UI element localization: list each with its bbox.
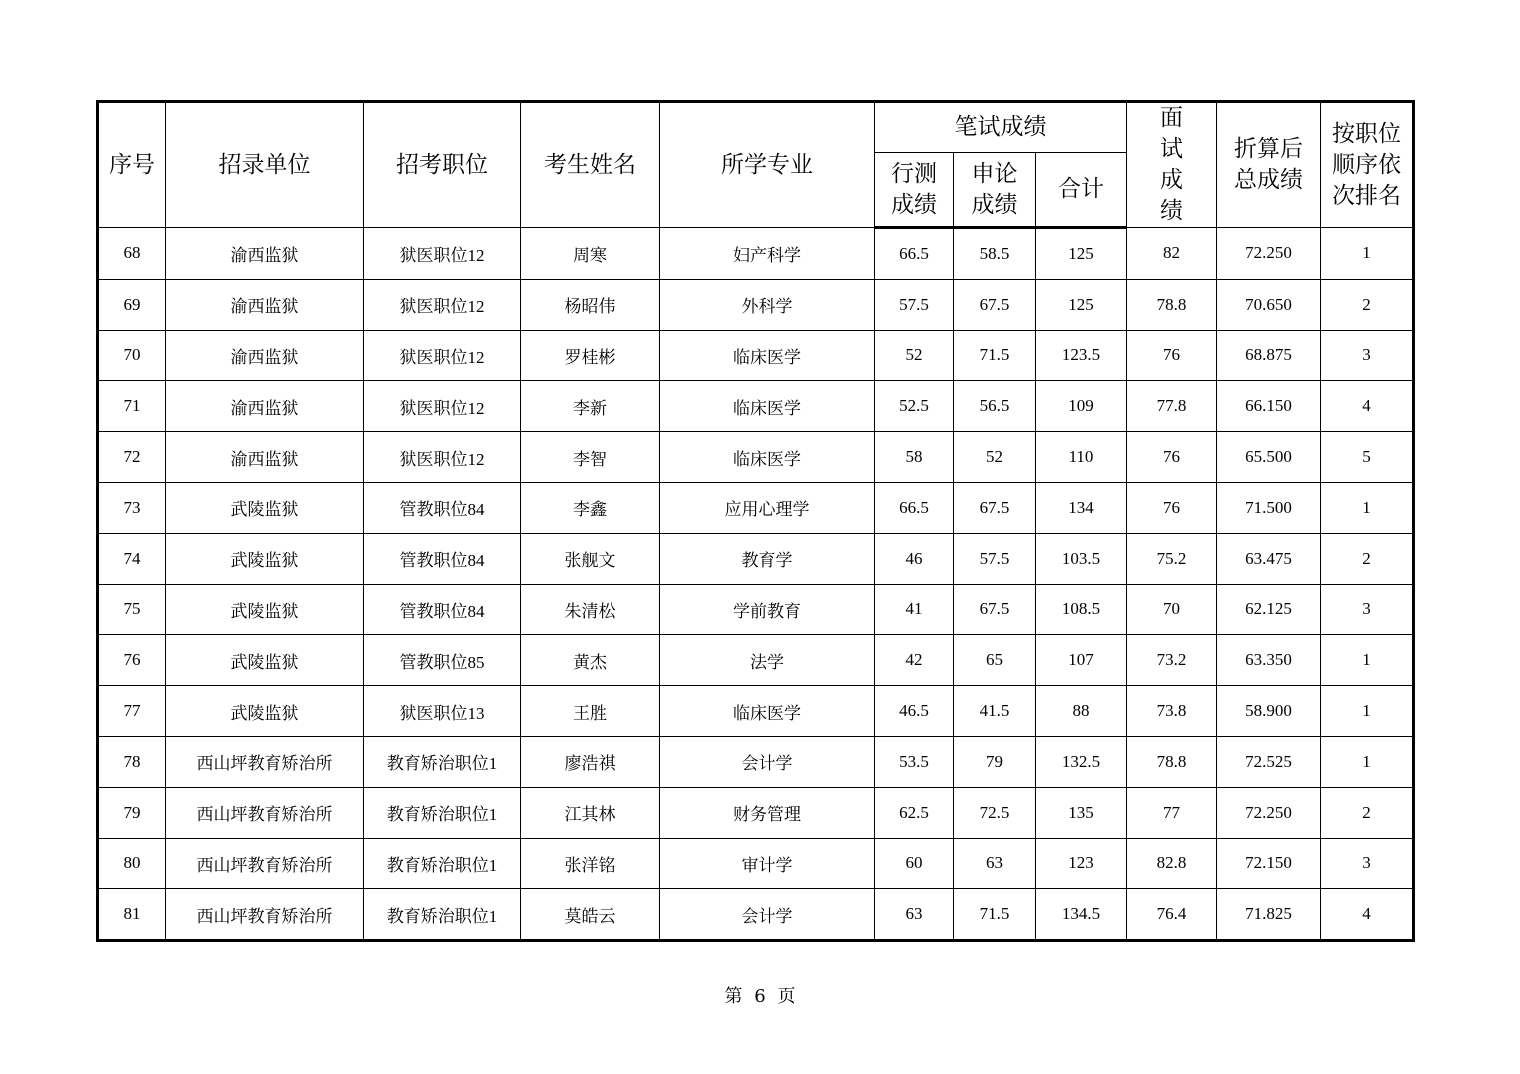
cell-rank: 2 (1321, 787, 1414, 838)
cell-unit: 渝西监狱 (166, 330, 364, 381)
cell-final: 68.875 (1217, 330, 1321, 381)
table-row (98, 330, 1414, 381)
cell-major: 法学 (660, 635, 875, 686)
cell-final: 72.525 (1217, 736, 1321, 787)
table-row (98, 686, 1414, 737)
cell-essay: 52 (954, 432, 1036, 483)
cell-name: 李鑫 (521, 482, 660, 533)
cell-final: 62.125 (1217, 584, 1321, 635)
cell-seq: 77 (98, 686, 166, 737)
cell-aptitude: 52.5 (875, 381, 954, 432)
cell-total: 134.5 (1036, 889, 1127, 941)
cell-position: 管教职位84 (364, 482, 521, 533)
cell-seq: 75 (98, 584, 166, 635)
header-aptitude: 行测成绩 (875, 153, 954, 228)
cell-rank: 3 (1321, 838, 1414, 889)
cell-seq: 70 (98, 330, 166, 381)
cell-rank: 1 (1321, 686, 1414, 737)
cell-major: 临床医学 (660, 432, 875, 483)
cell-total: 132.5 (1036, 736, 1127, 787)
cell-name: 张洋铭 (521, 838, 660, 889)
cell-essay: 72.5 (954, 787, 1036, 838)
cell-position: 管教职位85 (364, 635, 521, 686)
cell-essay: 56.5 (954, 381, 1036, 432)
cell-final: 58.900 (1217, 686, 1321, 737)
cell-interview: 76 (1127, 330, 1217, 381)
cell-rank: 1 (1321, 228, 1414, 280)
cell-final: 72.150 (1217, 838, 1321, 889)
table-row (98, 432, 1414, 483)
header-essay: 申论成绩 (954, 153, 1036, 228)
cell-final: 63.350 (1217, 635, 1321, 686)
cell-essay: 58.5 (954, 228, 1036, 280)
header-interview: 面试成绩 (1127, 102, 1217, 228)
cell-essay: 65 (954, 635, 1036, 686)
table-row (98, 482, 1414, 533)
cell-rank: 5 (1321, 432, 1414, 483)
cell-interview: 73.2 (1127, 635, 1217, 686)
cell-name: 朱清松 (521, 584, 660, 635)
cell-seq: 71 (98, 381, 166, 432)
cell-rank: 2 (1321, 279, 1414, 330)
cell-aptitude: 62.5 (875, 787, 954, 838)
header-unit: 招录单位 (166, 102, 364, 228)
cell-name: 江其林 (521, 787, 660, 838)
cell-total: 103.5 (1036, 533, 1127, 584)
cell-position: 狱医职位12 (364, 381, 521, 432)
cell-seq: 80 (98, 838, 166, 889)
cell-unit: 渝西监狱 (166, 432, 364, 483)
cell-final: 72.250 (1217, 787, 1321, 838)
cell-final: 66.150 (1217, 381, 1321, 432)
cell-final: 63.475 (1217, 533, 1321, 584)
cell-interview: 76.4 (1127, 889, 1217, 941)
cell-final: 65.500 (1217, 432, 1321, 483)
table-row (98, 736, 1414, 787)
cell-major: 审计学 (660, 838, 875, 889)
cell-aptitude: 57.5 (875, 279, 954, 330)
cell-total: 109 (1036, 381, 1127, 432)
cell-aptitude: 58 (875, 432, 954, 483)
cell-essay: 41.5 (954, 686, 1036, 737)
cell-position: 狱医职位12 (364, 432, 521, 483)
cell-rank: 4 (1321, 381, 1414, 432)
cell-seq: 81 (98, 889, 166, 941)
cell-essay: 67.5 (954, 279, 1036, 330)
cell-unit: 西山坪教育矫治所 (166, 736, 364, 787)
cell-aptitude: 66.5 (875, 228, 954, 280)
cell-name: 张舰文 (521, 533, 660, 584)
cell-unit: 武陵监狱 (166, 482, 364, 533)
cell-name: 李新 (521, 381, 660, 432)
table-body (98, 228, 1414, 941)
cell-seq: 73 (98, 482, 166, 533)
cell-aptitude: 46.5 (875, 686, 954, 737)
cell-total: 123 (1036, 838, 1127, 889)
cell-name: 王胜 (521, 686, 660, 737)
cell-seq: 79 (98, 787, 166, 838)
cell-total: 134 (1036, 482, 1127, 533)
cell-seq: 78 (98, 736, 166, 787)
cell-aptitude: 42 (875, 635, 954, 686)
cell-essay: 71.5 (954, 889, 1036, 941)
cell-total: 107 (1036, 635, 1127, 686)
cell-position: 管教职位84 (364, 584, 521, 635)
cell-seq: 76 (98, 635, 166, 686)
cell-rank: 2 (1321, 533, 1414, 584)
cell-essay: 71.5 (954, 330, 1036, 381)
cell-unit: 武陵监狱 (166, 584, 364, 635)
cell-interview: 76 (1127, 482, 1217, 533)
cell-rank: 1 (1321, 736, 1414, 787)
cell-unit: 武陵监狱 (166, 635, 364, 686)
cell-major: 会计学 (660, 889, 875, 941)
cell-essay: 67.5 (954, 482, 1036, 533)
cell-position: 教育矫治职位1 (364, 838, 521, 889)
cell-name: 罗桂彬 (521, 330, 660, 381)
header-major: 所学专业 (660, 102, 875, 228)
table-row (98, 889, 1414, 941)
cell-interview: 77 (1127, 787, 1217, 838)
table-row (98, 533, 1414, 584)
cell-rank: 1 (1321, 635, 1414, 686)
cell-interview: 78.8 (1127, 736, 1217, 787)
cell-unit: 渝西监狱 (166, 381, 364, 432)
cell-aptitude: 63 (875, 889, 954, 941)
cell-seq: 68 (98, 228, 166, 280)
page-footer (0, 982, 1520, 1008)
cell-rank: 1 (1321, 482, 1414, 533)
cell-position: 教育矫治职位1 (364, 736, 521, 787)
cell-name: 李智 (521, 432, 660, 483)
cell-name: 莫皓云 (521, 889, 660, 941)
cell-unit: 武陵监狱 (166, 533, 364, 584)
cell-interview: 78.8 (1127, 279, 1217, 330)
header-seq: 序号 (98, 102, 166, 228)
header-total: 合计 (1036, 153, 1127, 228)
cell-total: 125 (1036, 228, 1127, 280)
cell-major: 教育学 (660, 533, 875, 584)
cell-essay: 79 (954, 736, 1036, 787)
cell-rank: 3 (1321, 584, 1414, 635)
table-header (98, 102, 1414, 228)
table-row (98, 381, 1414, 432)
cell-unit: 渝西监狱 (166, 279, 364, 330)
footer-prefix: 第 (724, 986, 743, 1007)
cell-aptitude: 53.5 (875, 736, 954, 787)
cell-aptitude: 52 (875, 330, 954, 381)
header-rank: 按职位顺序依次排名 (1321, 102, 1414, 228)
footer-page-number: 6 (754, 986, 766, 1007)
cell-unit: 西山坪教育矫治所 (166, 787, 364, 838)
cell-final: 71.825 (1217, 889, 1321, 941)
cell-unit: 西山坪教育矫治所 (166, 889, 364, 941)
cell-interview: 75.2 (1127, 533, 1217, 584)
footer-suffix: 页 (777, 986, 796, 1007)
cell-interview: 82.8 (1127, 838, 1217, 889)
cell-aptitude: 66.5 (875, 482, 954, 533)
table-row (98, 838, 1414, 889)
cell-position: 狱医职位12 (364, 330, 521, 381)
cell-total: 88 (1036, 686, 1127, 737)
table-row (98, 228, 1414, 280)
cell-major: 应用心理学 (660, 482, 875, 533)
header-position: 招考职位 (364, 102, 521, 228)
cell-rank: 4 (1321, 889, 1414, 941)
cell-major: 外科学 (660, 279, 875, 330)
cell-aptitude: 60 (875, 838, 954, 889)
cell-name: 周寒 (521, 228, 660, 280)
cell-name: 杨昭伟 (521, 279, 660, 330)
cell-essay: 67.5 (954, 584, 1036, 635)
cell-major: 学前教育 (660, 584, 875, 635)
cell-major: 临床医学 (660, 381, 875, 432)
table-row (98, 584, 1414, 635)
cell-major: 会计学 (660, 736, 875, 787)
cell-interview: 73.8 (1127, 686, 1217, 737)
header-name: 考生姓名 (521, 102, 660, 228)
cell-interview: 77.8 (1127, 381, 1217, 432)
cell-interview: 70 (1127, 584, 1217, 635)
cell-interview: 76 (1127, 432, 1217, 483)
header-final: 折算后总成绩 (1217, 102, 1321, 228)
cell-major: 妇产科学 (660, 228, 875, 280)
cell-name: 黄杰 (521, 635, 660, 686)
cell-major: 临床医学 (660, 330, 875, 381)
cell-position: 狱医职位12 (364, 279, 521, 330)
cell-position: 管教职位84 (364, 533, 521, 584)
results-table (96, 100, 1415, 942)
cell-final: 72.250 (1217, 228, 1321, 280)
cell-position: 狱医职位13 (364, 686, 521, 737)
header-written-group: 笔试成绩 (875, 102, 1127, 153)
cell-unit: 武陵监狱 (166, 686, 364, 737)
table-row (98, 787, 1414, 838)
cell-aptitude: 46 (875, 533, 954, 584)
cell-seq: 74 (98, 533, 166, 584)
cell-position: 狱医职位12 (364, 228, 521, 280)
table-row (98, 635, 1414, 686)
cell-essay: 57.5 (954, 533, 1036, 584)
cell-seq: 72 (98, 432, 166, 483)
cell-total: 108.5 (1036, 584, 1127, 635)
cell-total: 125 (1036, 279, 1127, 330)
table-row (98, 279, 1414, 330)
cell-major: 临床医学 (660, 686, 875, 737)
cell-total: 110 (1036, 432, 1127, 483)
cell-essay: 63 (954, 838, 1036, 889)
cell-interview: 82 (1127, 228, 1217, 280)
cell-final: 70.650 (1217, 279, 1321, 330)
cell-position: 教育矫治职位1 (364, 889, 521, 941)
cell-rank: 3 (1321, 330, 1414, 381)
cell-major: 财务管理 (660, 787, 875, 838)
cell-name: 廖浩祺 (521, 736, 660, 787)
cell-unit: 西山坪教育矫治所 (166, 838, 364, 889)
cell-total: 135 (1036, 787, 1127, 838)
cell-aptitude: 41 (875, 584, 954, 635)
cell-unit: 渝西监狱 (166, 228, 364, 280)
cell-total: 123.5 (1036, 330, 1127, 381)
cell-seq: 69 (98, 279, 166, 330)
cell-final: 71.500 (1217, 482, 1321, 533)
cell-position: 教育矫治职位1 (364, 787, 521, 838)
